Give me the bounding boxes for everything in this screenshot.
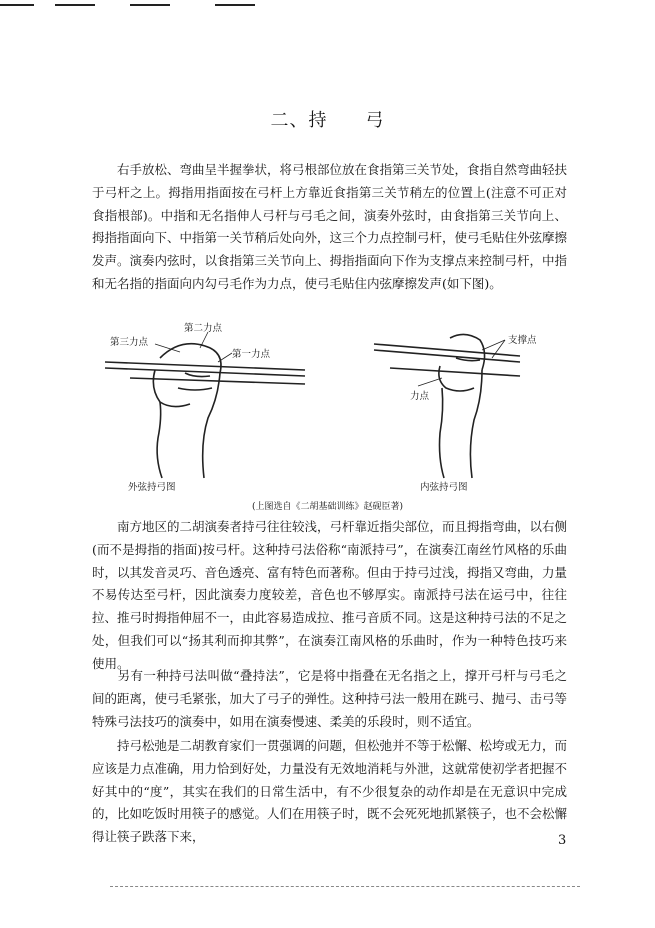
- top-rule-2: [55, 4, 95, 6]
- figure-source-note: (上图选自《二胡基础训练》赵砚臣著): [251, 502, 404, 512]
- figure-inner-string-grip: [370, 318, 570, 498]
- page-number: 3: [558, 833, 567, 848]
- paragraph-1: 右手放松、弯曲呈半握拳状，将弓根部位放在食指第三关节处，食指自然弯曲轻扶于弓杆之上。拇指用指面按在弓杆上方靠近食指第三关节稍左的位置上(注意不可正对食指根部)。中指和无名指伸人弓杆与弓毛之间，演奏外弦时，由食指第三关节向上、拇指指面向下、中指第一关节稍后处向外，这三个力点控制弓杆，使弓毛贴住外弦摩擦发声。演奏内弦时，以食指第三关节向上、拇指指面向下作为支撑点来控制弓杆，中指和无名指的指面向内勾弓毛作为力点，使弓毛贴住内弦摩擦发声(如下图)。: [92, 162, 568, 291]
- label-second-force-point: 第二力点: [184, 323, 223, 334]
- inner-grip-illustration: [370, 318, 570, 498]
- caption-inner-grip: 内弦持弓图: [420, 482, 468, 493]
- figure-outer-string-grip: [100, 318, 310, 498]
- label-support-point: 支撑点: [508, 335, 537, 346]
- top-rule-1: [0, 4, 34, 6]
- paragraph-4: 持弓松弛是二胡教育家们一贯强调的问题，但松弛并不等于松懈、松垮或无力，而应该是力点准确，用力恰到好处，力量没有无效地消耗与外泄，这就常使初学者把握不好其中的“度”，其实在我们的日常生活中，有不少很复杂的动作却是在无意识中完成的，比如吃饭时用筷子的感觉。人们在用筷子时，既不会死死地抓紧筷子，也不会松懈得让筷子跌落下来，: [92, 738, 568, 845]
- bottom-rule: [110, 886, 580, 887]
- label-force-point: 力点: [410, 391, 430, 402]
- label-third-force-point: 第三力点: [110, 337, 149, 348]
- paragraph-2: 南方地区的二胡演奏者持弓往往较浅，弓杆靠近指尖部位，而且拇指弯曲，以右侧(而不是拇指的指面)按弓杆。这种持弓法俗称“南派持弓”，在演奏江南丝竹风格的乐曲时，以其发音灵巧、音色透亮、富有特色而著称。但由于持弓过浅，拇指又弯曲，力量不易传达至弓杆，因此演奏力度较差，音色也不够厚实。南派持弓法在运弓中，往往拉、推弓时拇指伸屈不一，由此容易造成拉、推弓音质不同。这是这种持弓法的不足之处，但我们可以“扬其利而抑其弊”，在演奏江南风格的乐曲时，作为一种特色技巧来使用。: [92, 519, 568, 671]
- label-first-force-point: 第一力点: [232, 349, 271, 360]
- top-rule-4: [215, 4, 255, 6]
- top-rule-3: [130, 4, 170, 6]
- paragraph-3: 另有一种持弓法叫做“叠持法”，它是将中指叠在无名指之上，撑开弓杆与弓毛之间的距离，使弓毛紧张，加大了弓子的弹性。这种持弓法一般用在跳弓、抛弓、击弓等特殊弓法技巧的演奏中，如用在演奏慢速、柔美的乐段时，则不适宜。: [92, 668, 568, 729]
- caption-outer-grip: 外弦持弓图: [128, 482, 176, 493]
- section-heading: 二、持 弓: [270, 110, 385, 131]
